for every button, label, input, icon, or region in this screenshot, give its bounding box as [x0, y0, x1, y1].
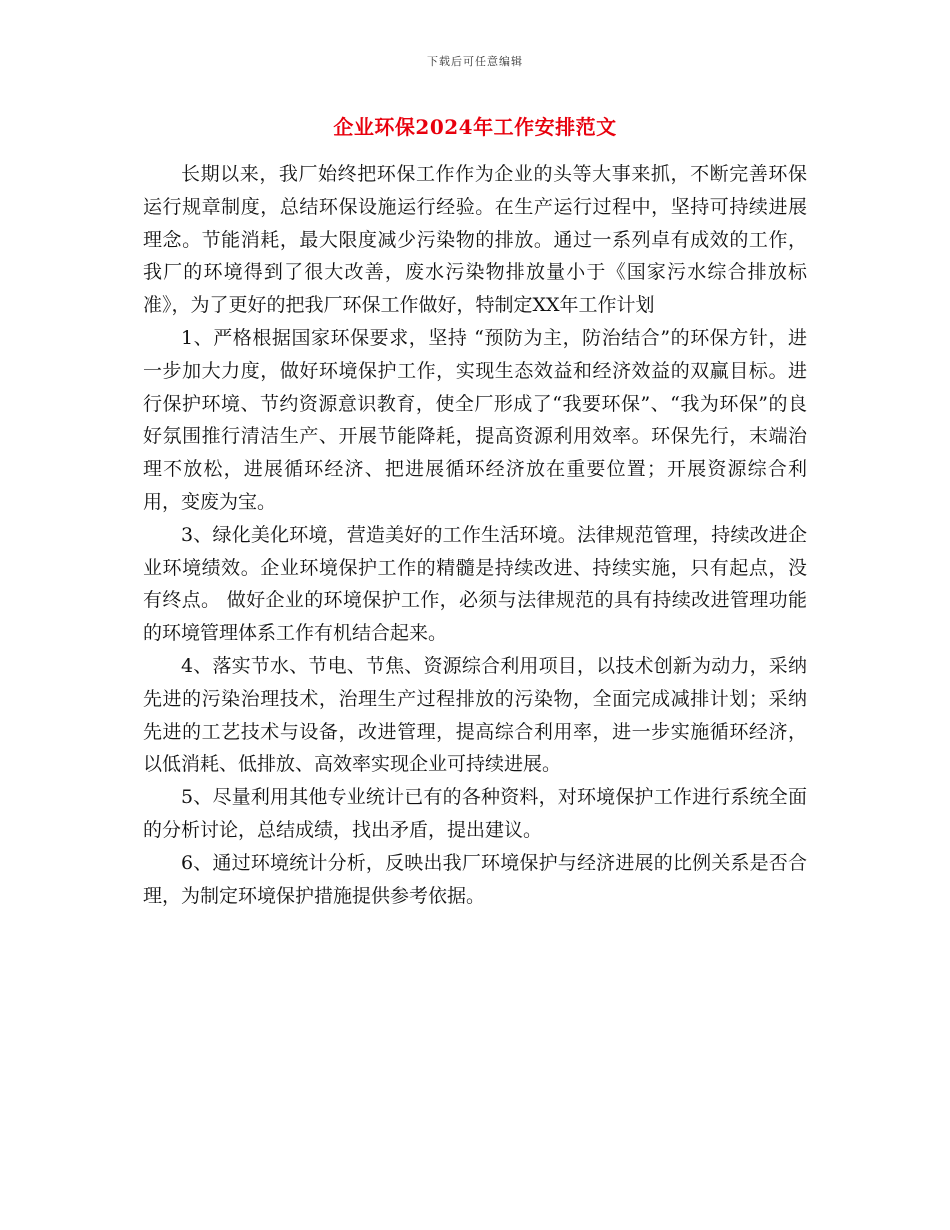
- paragraph-item-1: 1、严格根据国家环保要求，坚持 “预防为主，防治结合”的环保方针，进一步加大力度，做好环境保护工作，实现生态效益和经济效益的双赢目标。进行保护环境、节约资源意识教育，使全厂形成了“我要环保”、“我为环保”的良好氛围推行清洁生产、开展节能降耗，提高资源利用效率。环保先行，末端治理不放松，进展循环经济、把进展循环经济放在重要位置；开展资源综合利用，变废为宝。: [143, 326, 807, 513]
- header-note: 下载后可任意编辑: [427, 55, 523, 68]
- document-body: [143, 158, 807, 912]
- paragraph-item-4: 4、落实节水、节电、节焦、资源综合利用项目，以技术创新为动力，采纳先进的污染治理技术，治理生产过程排放的污染物，全面完成减排计划；采纳先进的工艺技术与设备，改进管理，提高综合利用率，进一步实施循环经济，以低消耗、低排放、高效率实现企业可持续进展。: [143, 654, 807, 776]
- paragraph-item-5: 5、尽量利用其他专业统计已有的各种资料，对环境保护工作进行系统全面的分析讨论，总结成绩，找出矛盾，提出建议。: [143, 786, 807, 841]
- paragraph-item-6: 6、通过环境统计分析，反映出我厂环境保护与经济进展的比例关系是否合理，为制定环境保护措施提供参考依据。: [143, 851, 807, 907]
- paragraph-intro: 长期以来，我厂始终把环保工作作为企业的头等大事来抓，不断完善环保运行规章制度，总结环保设施运行经验。在生产运行过程中，坚持可持续进展理念。节能消耗，最大限度减少污染物的排放。通过一系列卓有成效的工作，我厂的环境得到了很大改善，废水污染物排放量小于《国家污水综合排放标准》，为了更好的把我厂环保工作做好，特制定XX年工作计划: [143, 163, 807, 317]
- document-title: 企业环保2024年工作安排范文: [333, 115, 617, 139]
- paragraph-item-3: 3、绿化美化环境，营造美好的工作生活环境。法律规范管理，持续改进企业环境绩效。企业环境保护工作的精髓是持续改进、持续实施，只有起点，没有终点。 做好企业的环境保护工作，必须与法律规范的具有持续改进管理功能的环境管理体系工作有机结合起来。: [143, 523, 807, 645]
